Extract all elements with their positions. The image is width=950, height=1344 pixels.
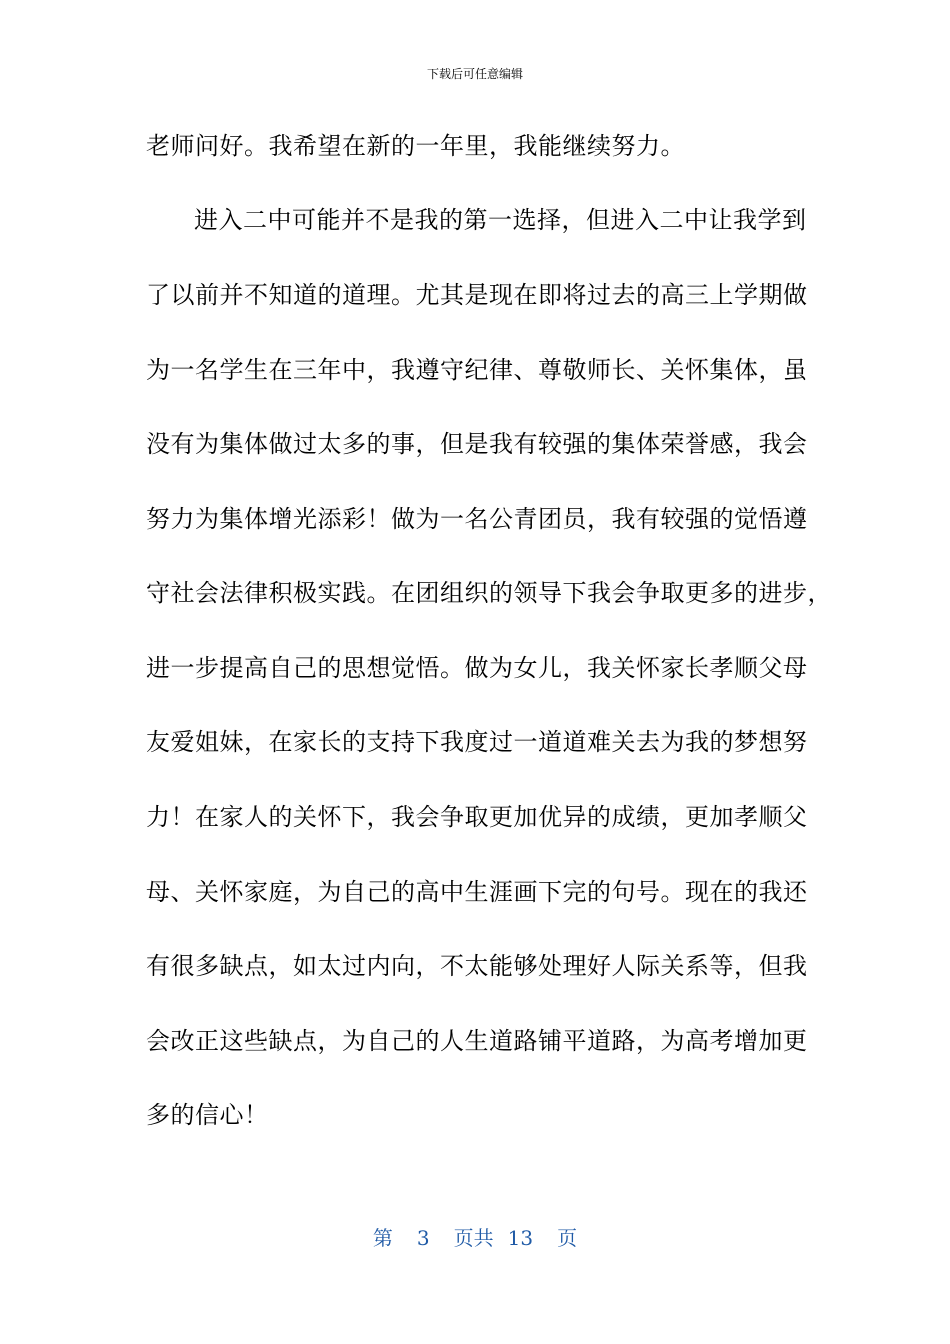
page-label-prefix: 第 (372, 1226, 393, 1250)
body-line: 母、关怀家庭，为自己的高中生涯画下完的句号。现在的我还 (146, 878, 808, 906)
body-line: 努力为集体增光添彩！做为一名公青团员，我有较强的觉悟遵 (146, 505, 808, 533)
current-page-number: 3 (416, 1226, 430, 1250)
body-line: 进一步提高自己的思想觉悟。做为女儿，我关怀家长孝顺父母 (146, 654, 808, 682)
body-line: 了以前并不知道的道理。尤其是现在即将过去的高三上学期做 (146, 281, 808, 309)
page-header-note: 下载后可任意编辑 (426, 67, 523, 81)
body-line: 力！在家人的关怀下，我会争取更加优异的成绩，更加孝顺父 (146, 803, 808, 831)
body-line: 老师问好。我希望在新的一年里，我能继续努力。 (146, 132, 685, 160)
body-line: 有很多缺点，如太过内向，不太能够处理好人际关系等，但我 (146, 952, 808, 980)
paragraph-first-line: 进入二中可能并不是我的第一选择，但进入二中让我学到 (194, 206, 807, 234)
body-line: 没有为集体做过太多的事，但是我有较强的集体荣誉感，我会 (146, 430, 808, 458)
body-line: 守社会法律积极实践。在团组织的领导下我会争取更多的进步， (146, 579, 832, 607)
page-number-footer (0, 1224, 950, 1252)
total-pages-number: 13 (507, 1226, 534, 1250)
body-line: 友爱姐妹，在家长的支持下我度过一道道难关去为我的梦想努 (146, 728, 808, 756)
page-label-suffix: 页 (557, 1226, 578, 1250)
body-line: 会改正这些缺点，为自己的人生道路铺平道路，为高考增加更 (146, 1027, 808, 1055)
body-line: 多的信心！ (146, 1101, 269, 1129)
body-line: 为一名学生在三年中，我遵守纪律、尊敬师长、关怀集体，虽 (146, 356, 808, 384)
page-label-mid: 页共 (453, 1226, 494, 1250)
